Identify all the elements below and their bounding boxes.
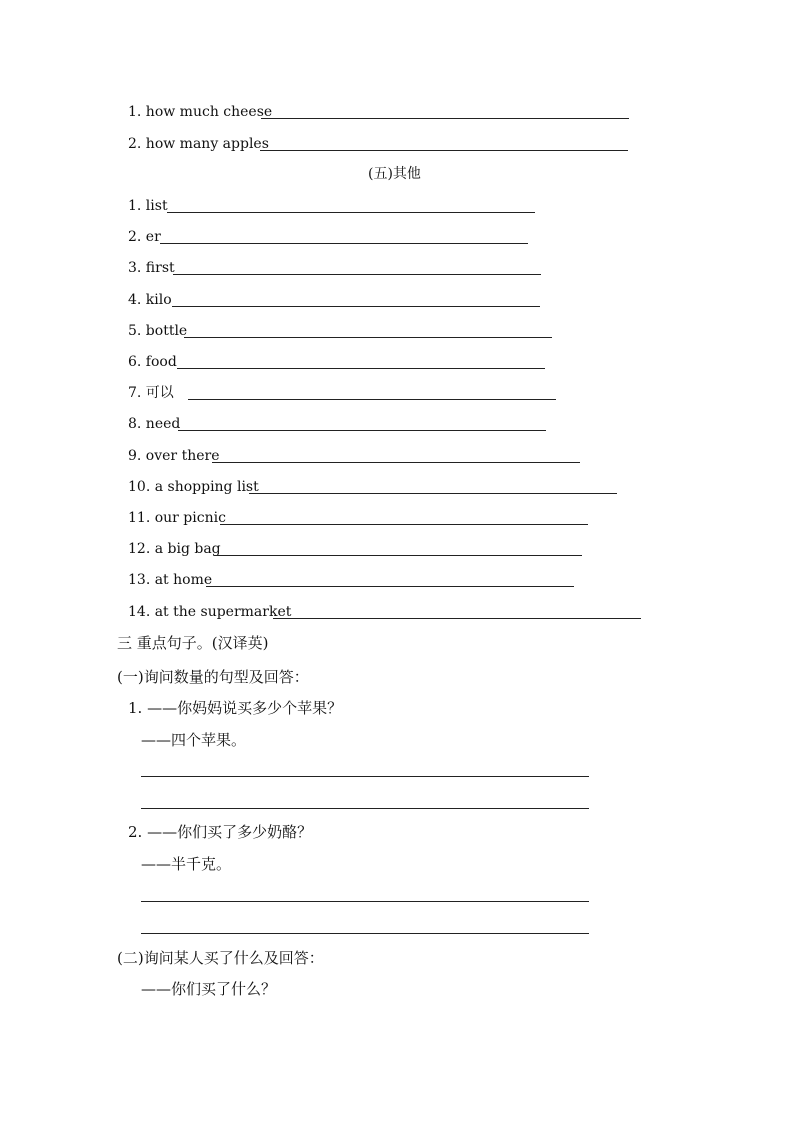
- question-3: ——你们买了什么？: [141, 980, 277, 998]
- writing-line[interactable]: [141, 776, 589, 777]
- writing-line[interactable]: [141, 901, 589, 902]
- answer-blank[interactable]: [249, 493, 617, 494]
- answer-blank[interactable]: [261, 118, 629, 119]
- answer-blank[interactable]: [273, 618, 641, 619]
- part-heading: 三 重点句子。(汉译英): [117, 634, 269, 652]
- answer-blank[interactable]: [178, 430, 546, 431]
- answer-blank[interactable]: [177, 368, 545, 369]
- answer-blank[interactable]: [160, 243, 528, 244]
- vocab-label: 11. our picnic: [128, 510, 226, 526]
- vocab-label: 9. over there: [128, 448, 220, 464]
- writing-line[interactable]: [141, 808, 589, 809]
- vocab-label: 8. need: [128, 416, 181, 432]
- vocab-label: 2. er: [128, 229, 161, 245]
- answer-blank[interactable]: [220, 524, 588, 525]
- answer-blank[interactable]: [167, 212, 535, 213]
- answer-2: ——半千克。: [141, 855, 232, 873]
- vocab-label: 10. a shopping list: [128, 479, 259, 495]
- vocab-label: 12. a big bag: [128, 541, 221, 557]
- answer-blank[interactable]: [212, 462, 580, 463]
- vocab-label: 3. first: [128, 260, 175, 276]
- subsection-heading: (二)询问某人买了什么及回答：: [117, 949, 324, 967]
- section-heading: (五)其他: [368, 166, 421, 182]
- question-1: 1. ——你妈妈说买多少个苹果？: [128, 699, 343, 717]
- phrase-label: 2. how many apples: [128, 136, 269, 152]
- answer-blank[interactable]: [184, 337, 552, 338]
- answer-blank[interactable]: [188, 399, 556, 400]
- question-2: 2. ——你们买了多少奶酪？: [128, 823, 313, 841]
- writing-line[interactable]: [141, 933, 589, 934]
- vocab-label: 7. 可以: [128, 385, 174, 401]
- subsection-heading: (一)询问数量的句型及回答：: [117, 668, 309, 686]
- phrase-label: 1. how much cheese: [128, 104, 273, 120]
- answer-blank[interactable]: [173, 274, 541, 275]
- answer-1: ——四个苹果。: [141, 731, 247, 749]
- answer-blank[interactable]: [214, 555, 582, 556]
- vocab-label: 1. list: [128, 198, 168, 214]
- answer-blank[interactable]: [260, 150, 628, 151]
- vocab-label: 14. at the supermarket: [128, 604, 292, 620]
- vocab-label: 13. at home: [128, 572, 213, 588]
- vocab-label: 6. food: [128, 354, 177, 370]
- answer-blank[interactable]: [172, 306, 540, 307]
- answer-blank[interactable]: [206, 586, 574, 587]
- vocab-label: 4. kilo: [128, 292, 172, 308]
- vocab-label: 5. bottle: [128, 323, 188, 339]
